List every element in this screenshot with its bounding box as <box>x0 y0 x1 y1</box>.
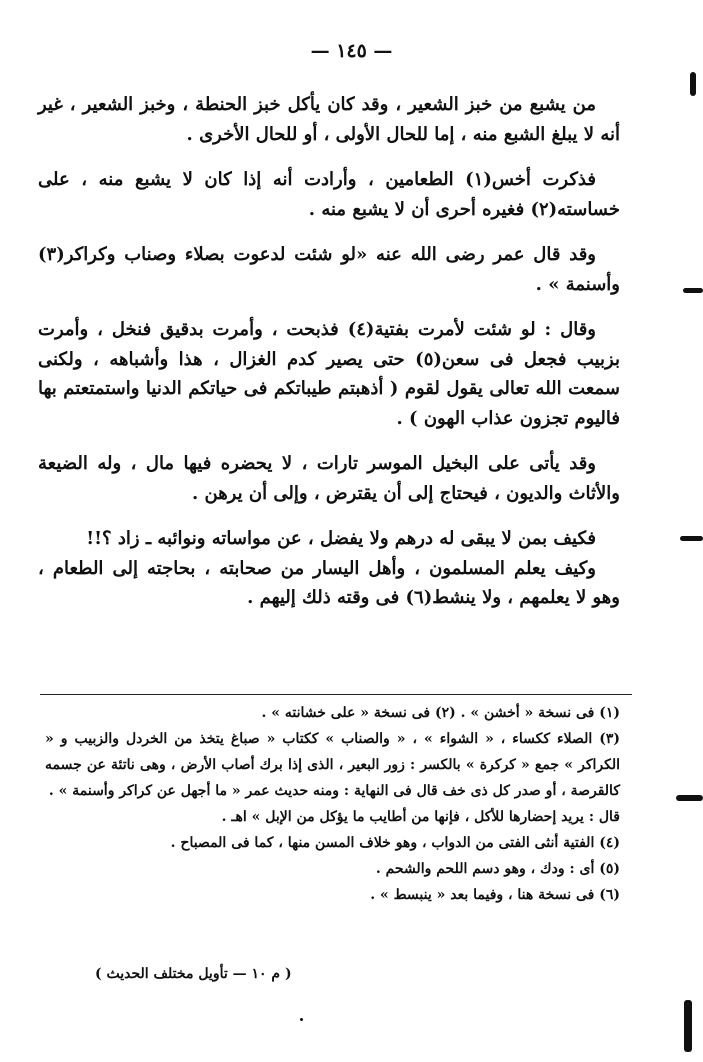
footnote-5: (٥) أى : ودك ، وهو دسم اللحم والشحم . <box>375 861 620 877</box>
footnote-4: (٤) الفتية أنثى الفتى من الدواب ، وهو خلاف المسن منها ، كما فى المصباح . <box>170 835 620 851</box>
page-footer: ( م ١٠ — تأويل مختلف الحديث ) <box>95 966 292 982</box>
scan-mark-bottom <box>684 1000 692 1052</box>
scan-mark-top <box>690 72 696 96</box>
scan-mark-2 <box>680 536 703 541</box>
paragraph-7: وكيف يعلم المسلمون ، وأهل اليسار من صحابته ، بحاجته إلى الطعام ، وهو لا يعلمهم ، ولا ينشط(٦) فى وقته ذلك إليهم . <box>38 557 620 608</box>
scan-mark-1 <box>683 288 703 293</box>
footnote-divider <box>40 694 632 695</box>
paragraph-5: وقد يأتى على البخيل الموسر تارات ، لا يحضره فيها مال ، وله الضيعة والأثاث والديون ، فيحتاج إلى أن يقترض ، وإلى أن يرهن . <box>38 453 620 504</box>
paragraph-3: وقد قال عمر رضى الله عنه «لو شئت لدعوت بصلاء وصناب وكراكر(٣) وأسنمة » . <box>38 244 620 295</box>
paragraph-4: وقال : لو شئت لأمرت بفتية(٤) فذبحت ، وأمرت بدقيق فنخل ، وأمرت بزبيب فجعل فى سعن(٥) حتى يصير كدم الغزال ، هذا وأشباهه ، ولكنى سمعت الله تعالى يقول لقوم ( أذهبتم طيباتكم فى حياتكم الدنيا واستمتعتم بها فاليوم تجزون عذاب الهون ) . <box>38 319 620 429</box>
footnote-6: (٦) فى نسخة هنا ، وفيما بعد « ينبسط » . <box>370 887 620 903</box>
footnotes <box>45 700 620 908</box>
main-text <box>38 90 620 629</box>
footnote-3: (٣) الصلاء ككساء ، « الشواء » ، « والصناب » ككتاب « صباغ يتخذ من الخردل والزبيب و « الكراكر » جمع « كركرة » بالكسر : زور البعير ، الذى إذا برك أصاب الأرض ، وهى ناتئة عن جسمه كالقرصة ، أو صدر كل ذى خف قال فى النهاية : ومنه حديث عمر « ما أجهل عن كراكر وأسنمة » . <box>45 731 620 799</box>
paragraph-6: فكيف بمن لا يبقى له درهم ولا يفضل ، عن مواساته ونوائبه ـ زاد ؟!! <box>86 528 596 549</box>
scan-mark-3 <box>676 795 703 801</box>
page-number: — ١٤٥ — <box>310 40 393 62</box>
footnote-1-2: (١) فى نسخة « أخشن » . (٢) فى نسخة « على خشانته » . <box>261 705 620 721</box>
scan-speck <box>300 1018 303 1021</box>
paragraph-2: فذكرت أخس(١) الطعامين ، وأرادت أنه إذا كان لا يشبع منه ، على خساسته(٢) فغيره أحرى أن لا يشبع منه . <box>38 169 620 220</box>
footnote-3-continued: قال : يريد إحضارها للأكل ، فإنها من أطايب ما يؤكل من الإبل » اهـ . <box>221 809 620 825</box>
paragraph-1: من يشبع من خبز الشعير ، وقد كان يأكل خبز الحنطة ، وخبز الشعير ، غير أنه لا يبلغ الشبع منه ، إما للحال الأولى ، أو للحال الأخرى . <box>38 94 620 145</box>
